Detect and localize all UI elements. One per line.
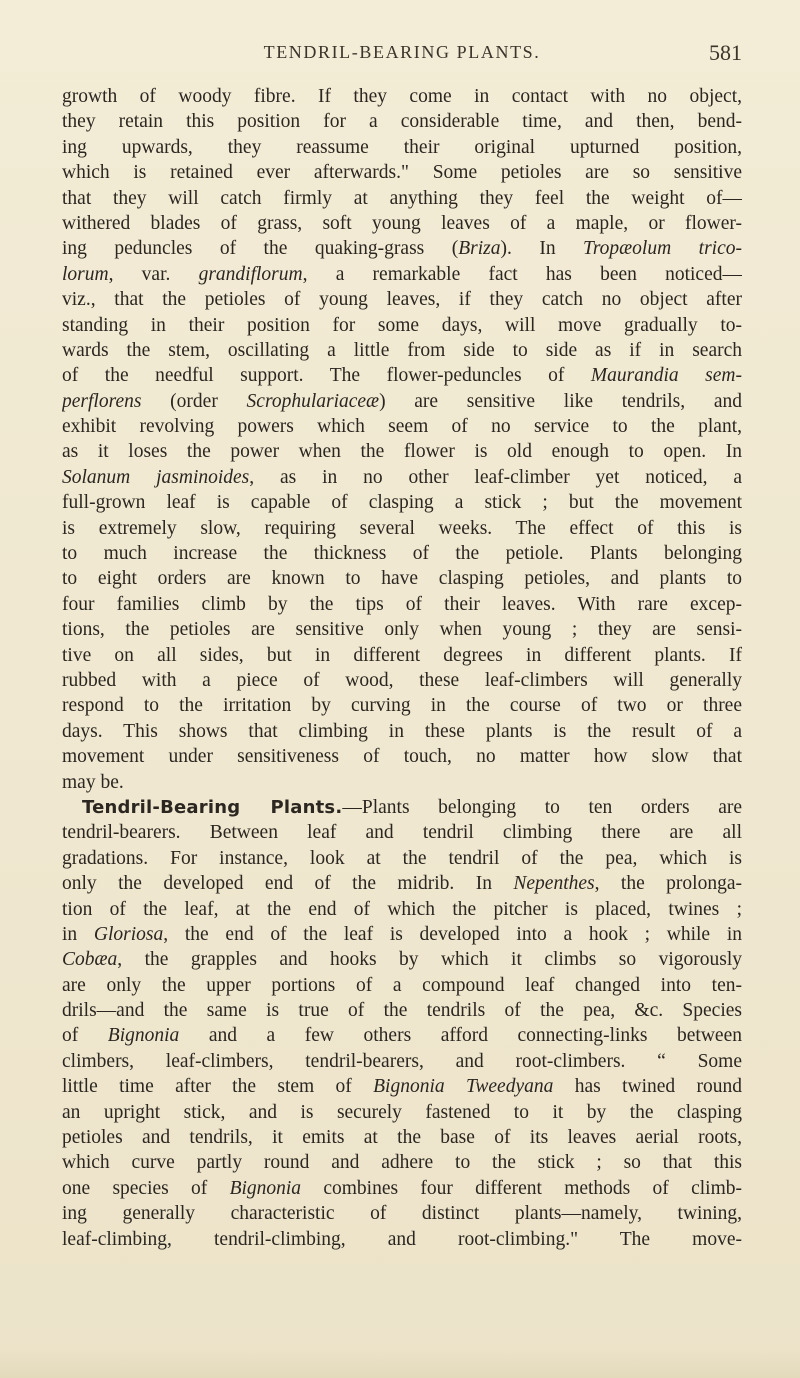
text-run: which is retained ever afterwards." Some petioles are so sensitive (62, 162, 742, 184)
text-line (62, 795, 742, 820)
text-line (62, 160, 742, 185)
text-run: ing peduncles of the quaking-grass ( (62, 238, 459, 260)
text-run: that they will catch firmly at anything they feel the weight of— (62, 187, 742, 209)
text-line (62, 668, 742, 693)
text-run: to eight orders are known to have clasping petioles, and plants to (62, 568, 742, 590)
text-line (62, 541, 742, 566)
text-line (62, 109, 742, 134)
text-run: , the end of the leaf is developed into a hook ; while in (163, 923, 742, 945)
text-run: ) are sensitive like tendrils, and (379, 390, 742, 412)
text-line (62, 846, 742, 871)
text-run: an upright stick, and is securely fastened to it by the clasping (62, 1101, 742, 1123)
text-line (62, 313, 742, 338)
text-run: days. This shows that climbing in these plants is the result of a (62, 720, 742, 742)
text-run: has twined round (553, 1076, 742, 1098)
text-run: withered blades of grass, soft young leaves of a maple, or flower- (62, 212, 742, 234)
text-run: climbers, leaf-climbers, tendril-bearers, and root-climbers. “ Some (62, 1050, 742, 1072)
italic-text: grandiflorum (198, 263, 303, 285)
text-run: little time after the stem of (62, 1076, 374, 1098)
running-title: TENDRIL-BEARING PLANTS. (263, 42, 541, 62)
text-line (62, 1023, 742, 1048)
text-line (62, 770, 742, 795)
text-line (62, 947, 742, 972)
text-run: , var. (108, 263, 199, 285)
text-line (62, 516, 742, 541)
italic-text: Gloriosa (93, 923, 164, 945)
italic-text: Solanum jasminoides (62, 466, 250, 488)
text-run: leaf-climbing, tendril-climbing, and root-climbing." The move- (62, 1228, 742, 1250)
text-line (62, 186, 742, 211)
text-line (62, 363, 742, 388)
text-line (62, 744, 742, 769)
text-line (62, 1074, 742, 1099)
text-run: they retain this position for a considerable time, and then, bend- (62, 111, 742, 133)
text-line (62, 973, 742, 998)
page-edge-shadow (0, 1348, 800, 1378)
text-run: which curve partly round and adhere to the stick ; so that this (62, 1152, 742, 1174)
text-run: one species of (62, 1177, 230, 1199)
text-line (62, 490, 742, 515)
italic-text: Tropæolum trico- (583, 238, 742, 260)
text-run: drils—and the same is true of the tendrils of the pea, &c. Species (62, 1000, 742, 1022)
text-line (62, 617, 742, 642)
italic-text: Scrophulariaceæ (246, 390, 380, 412)
italic-text: Bignonia (107, 1025, 180, 1047)
text-line (62, 389, 742, 414)
text-line (62, 1201, 742, 1226)
italic-text: lorum (62, 263, 109, 285)
text-line (62, 465, 742, 490)
text-run: rubbed with a piece of wood, these leaf-climbers will generally (62, 669, 742, 691)
text-run: petioles and tendrils, it emits at the base of its leaves aerial roots, (62, 1127, 742, 1149)
text-run: in (62, 923, 94, 945)
text-run: wards the stem, oscillating a little from side to side as if in search (62, 339, 742, 361)
body-text (62, 84, 742, 1252)
text-run: , the grapples and hooks by which it climbs so vigorously (117, 949, 742, 971)
text-run: of (62, 1025, 108, 1047)
text-run: only the developed end of the midrib. In (62, 873, 514, 895)
text-line (62, 922, 742, 947)
text-line (62, 439, 742, 464)
text-run: viz., that the petioles of young leaves, if they catch no object after (62, 289, 742, 311)
section-heading: Tendril-Bearing Plants. (82, 796, 343, 818)
text-line (62, 262, 742, 287)
text-run: tive on all sides, but in different degrees in different plants. If (62, 644, 742, 666)
italic-text: perflorens (62, 390, 142, 412)
text-line (62, 693, 742, 718)
text-line (62, 1150, 742, 1175)
italic-text: Bignonia (229, 1177, 302, 1199)
text-line (62, 287, 742, 312)
text-line (62, 1100, 742, 1125)
text-run: standing in their position for some days, will move gradually to- (62, 314, 742, 336)
text-line (62, 566, 742, 591)
text-line (62, 1125, 742, 1150)
text-run: ing generally characteristic of distinct plants—namely, twining, (62, 1203, 742, 1225)
text-run: full-grown leaf is capable of clasping a stick ; but the movement (62, 492, 742, 514)
text-line (62, 897, 742, 922)
text-line (62, 135, 742, 160)
text-run: four families climb by the tips of their leaves. With rare excep- (62, 593, 742, 615)
text-run: and a few others afford connecting-links between (179, 1025, 742, 1047)
text-run: growth of woody fibre. If they come in contact with no object, (62, 86, 742, 107)
text-run: combines four different methods of climb- (301, 1177, 742, 1199)
text-run: to much increase the thickness of the petiole. Plants belonging (62, 543, 742, 565)
italic-text: Cobæa (62, 949, 118, 971)
text-run: gradations. For instance, look at the tendril of the pea, which is (62, 847, 742, 869)
text-line (62, 820, 742, 845)
text-run: tion of the leaf, at the end of which the pitcher is placed, twines ; (62, 898, 742, 920)
text-line (62, 338, 742, 363)
text-line (62, 592, 742, 617)
text-line (62, 1049, 742, 1074)
text-run: exhibit revolving powers which seem of no service to the plant, (62, 416, 742, 438)
text-line (62, 1227, 742, 1252)
text-line (62, 998, 742, 1023)
text-run: are only the upper portions of a compound leaf changed into ten- (62, 974, 742, 996)
text-run: ). In (500, 238, 584, 260)
text-run: is extremely slow, requiring several weeks. The effect of this is (62, 517, 742, 539)
italic-text: Briza (458, 238, 501, 260)
running-head (62, 40, 742, 70)
text-run: , the prolonga- (594, 873, 742, 895)
text-run: may be. (62, 771, 124, 793)
text-run: tions, the petioles are sensitive only when young ; they are sensi- (62, 619, 742, 641)
text-run: (order (141, 390, 247, 412)
italic-text: Nepenthes (513, 873, 595, 895)
text-line (62, 84, 742, 109)
text-run: —Plants belonging to ten orders are (342, 796, 742, 818)
text-run: tendril-bearers. Between leaf and tendril climbing there are all (62, 822, 742, 844)
text-line (62, 719, 742, 744)
text-run: , as in no other leaf-climber yet noticed, a (249, 466, 742, 488)
text-run: as it loses the power when the flower is old enough to open. In (62, 441, 742, 463)
italic-text: Maurandia sem- (590, 365, 742, 387)
text-run: respond to the irritation by curving in the course of two or three (62, 695, 742, 717)
page-number: 581 (709, 40, 742, 65)
text-line (62, 871, 742, 896)
text-run: , a remarkable fact has been noticed— (302, 263, 742, 285)
text-run: ing upwards, they reassume their original upturned position, (62, 136, 742, 158)
text-run: of the needful support. The flower-peduncles of (62, 365, 591, 387)
italic-text: Bignonia Tweedyana (373, 1076, 554, 1098)
text-line (62, 643, 742, 668)
text-line (62, 236, 742, 261)
text-line (62, 211, 742, 236)
text-line (62, 414, 742, 439)
text-run: movement under sensitiveness of touch, no matter how slow that (62, 746, 742, 768)
text-line (62, 1176, 742, 1201)
